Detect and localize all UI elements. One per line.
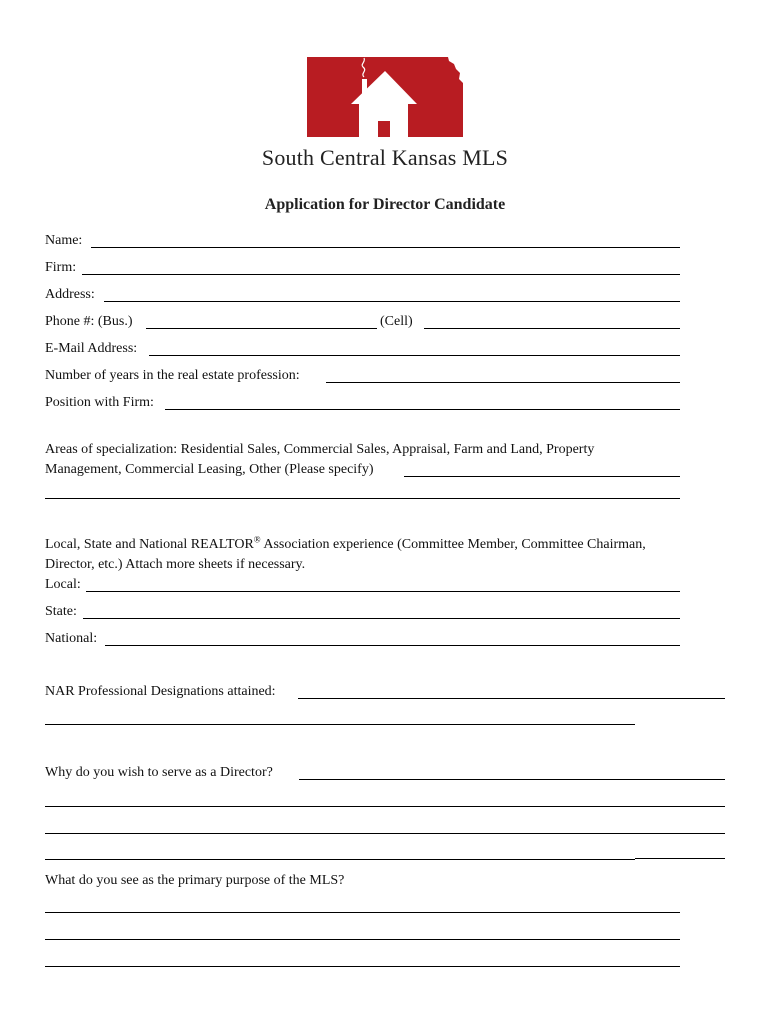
why-director-input-line[interactable] [299, 779, 725, 780]
years-label: Number of years in the real estate profession: [45, 368, 300, 383]
email-input-line[interactable] [149, 355, 680, 356]
position-input-line[interactable] [165, 409, 680, 410]
house-chimney [362, 79, 367, 95]
national-input-line[interactable] [105, 645, 680, 646]
address-input-line[interactable] [104, 301, 680, 302]
local-input-line[interactable] [86, 591, 680, 592]
local-label: Local: [45, 577, 81, 592]
designations-extra-line[interactable] [45, 724, 635, 725]
registered-mark: ® [253, 534, 261, 545]
specialization-text-line2: Management, Commercial Leasing, Other (Please specify) [45, 462, 374, 477]
email-label: E-Mail Address: [45, 341, 138, 356]
position-label: Position with Firm: [45, 395, 154, 410]
organization-name: South Central Kansas MLS [261, 145, 509, 170]
designations-input-line[interactable] [298, 698, 725, 699]
address-label: Address: [45, 287, 95, 302]
why-director-line-4[interactable] [45, 859, 635, 860]
kansas-house-logo [305, 55, 465, 139]
house-door [378, 121, 390, 137]
name-input-line[interactable] [91, 247, 680, 248]
state-label: State: [45, 604, 77, 619]
designations-label: NAR Professional Designations attained: [45, 684, 276, 699]
phone-bus-label: Phone #: (Bus.) [45, 314, 133, 329]
form-title: Application for Director Candidate [264, 196, 506, 213]
name-label: Name: [45, 233, 83, 248]
years-input-line[interactable] [326, 382, 680, 383]
why-director-line-4-end[interactable] [635, 858, 725, 859]
phone-cell-input-line[interactable] [424, 328, 680, 329]
mls-purpose-line-3[interactable] [45, 966, 680, 967]
firm-input-line[interactable] [82, 274, 680, 275]
specialization-text-line1: Areas of specialization: Residential Sales, Commercial Sales, Appraisal, Farm and Land, Property [45, 442, 595, 457]
firm-label: Firm: [45, 260, 77, 275]
mls-purpose-label: What do you see as the primary purpose of the MLS? [45, 873, 345, 888]
mls-purpose-line-1[interactable] [45, 912, 680, 913]
why-director-line-3[interactable] [45, 833, 725, 834]
specialization-other-input-line[interactable] [404, 476, 680, 477]
national-label: National: [45, 631, 98, 646]
state-input-line[interactable] [83, 618, 680, 619]
association-text-line2: Director, etc.) Attach more sheets if necessary. [45, 557, 306, 572]
why-director-line-2[interactable] [45, 806, 725, 807]
specialization-extra-line[interactable] [45, 498, 680, 499]
association-text-line1: Local, State and National REALTOR® Association experience (Committee Member, Committee Chairman, [45, 534, 646, 552]
why-director-label: Why do you wish to serve as a Director? [45, 765, 273, 780]
mls-purpose-line-2[interactable] [45, 939, 680, 940]
phone-bus-input-line[interactable] [146, 328, 377, 329]
phone-cell-label: (Cell) [380, 314, 413, 329]
